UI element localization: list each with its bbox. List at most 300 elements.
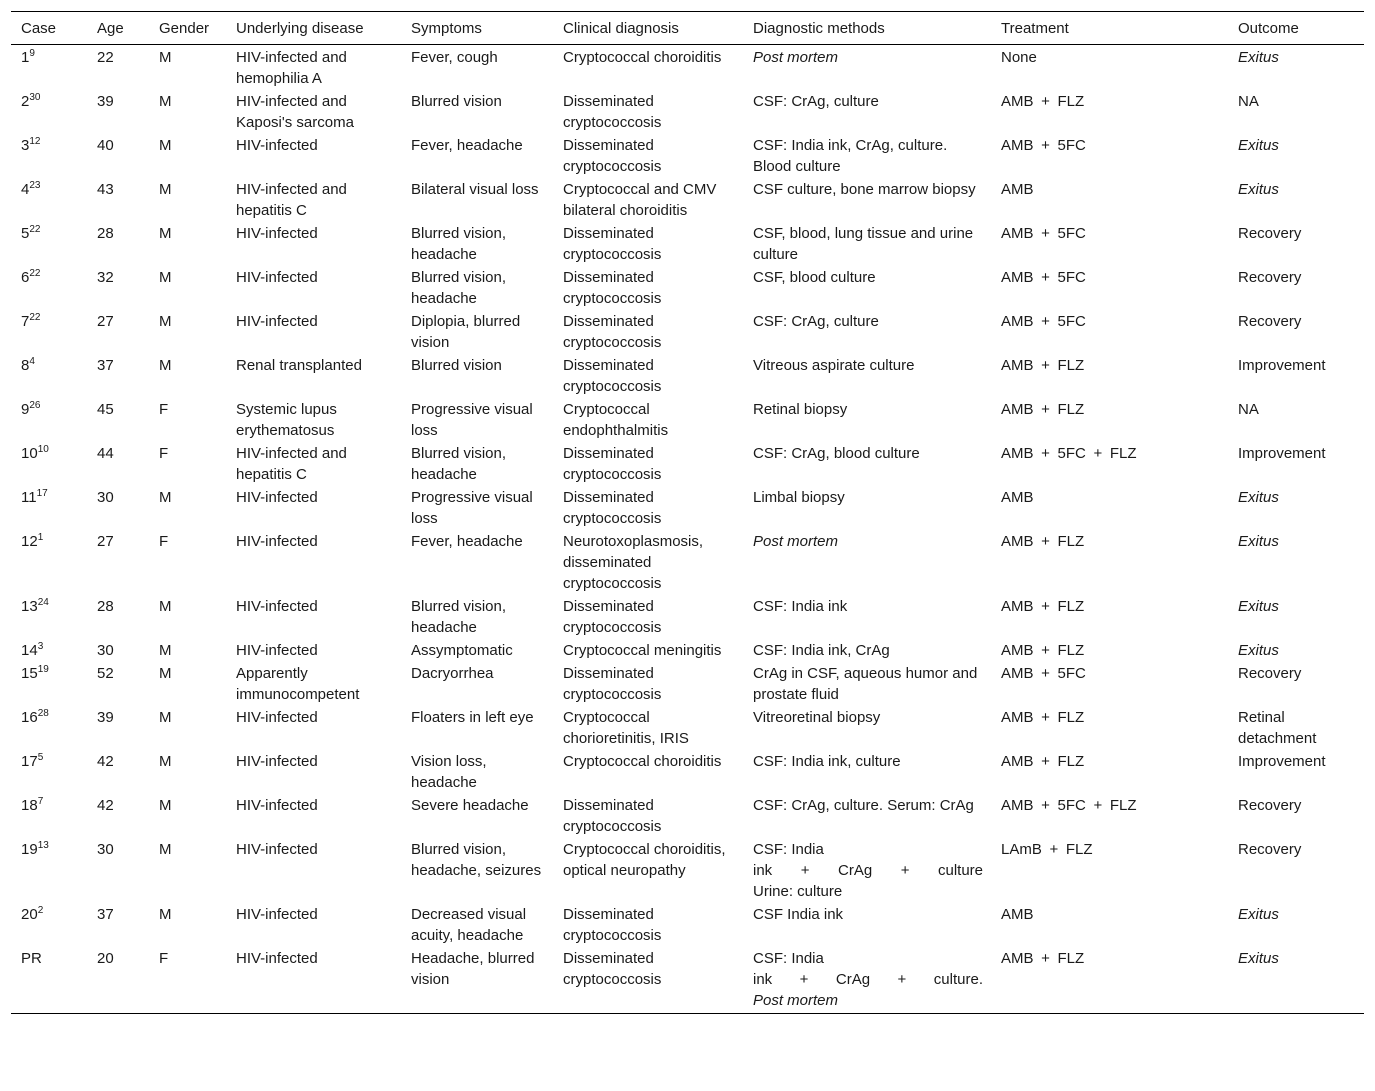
treatment-drug: FLZ <box>1065 841 1093 858</box>
cell-underlying-disease: HIV-infected <box>236 269 318 286</box>
cell-underlying-disease: HIV-infected <box>236 642 318 659</box>
cell-treatment <box>991 638 1228 661</box>
cell-age: 45 <box>97 401 114 418</box>
cell-outcome: Exitus <box>1228 946 1364 1014</box>
treatment-drug: 5FC <box>1057 269 1086 286</box>
cell-age: 43 <box>97 181 114 198</box>
method-text: CSF: CrAg, culture <box>753 313 879 330</box>
cell-symptoms: Bilateral visual loss <box>411 181 539 198</box>
cell-clinical-diagnosis: Disseminated cryptococcosis <box>563 225 662 263</box>
cell-gender: M <box>159 753 172 770</box>
cell-outcome: Exitus <box>1238 906 1279 923</box>
cell-gender: M <box>159 709 172 726</box>
cell-age: 28 <box>97 225 114 242</box>
cell-case <box>11 946 87 1014</box>
cell-symptoms: Dacryorrhea <box>411 665 494 682</box>
method-line: CSF: India <box>753 841 824 858</box>
case-reference: 17 <box>36 488 48 499</box>
treatment-drug: FLZ <box>1057 533 1085 550</box>
cell-gender: M <box>159 489 172 506</box>
cell-gender: M <box>159 841 172 858</box>
treatment-drug: 5FC <box>1057 445 1086 462</box>
case-number: 14 <box>21 642 38 659</box>
case-reference: 30 <box>29 92 41 103</box>
cell-diagnostic-methods <box>743 133 991 177</box>
method-text: CSF: India ink, culture <box>753 753 901 770</box>
cell-underlying-disease: HIV-infected and hemophilia A <box>236 49 347 87</box>
cell-age: 42 <box>97 797 114 814</box>
cell-diagnostic-methods <box>743 309 991 353</box>
case-number: 3 <box>21 137 30 154</box>
cell-symptoms: Headache, blurred vision <box>401 946 553 1014</box>
cell-treatment <box>991 485 1228 529</box>
cell-symptoms: Fever, headache <box>411 137 523 154</box>
case-reference: 3 <box>37 641 44 652</box>
cell-clinical-diagnosis: Disseminated cryptococcosis <box>563 598 662 636</box>
cell-gender: M <box>159 93 172 110</box>
header-row <box>11 12 1364 45</box>
method-text: Retinal biopsy <box>753 401 848 418</box>
method-text: CSF: India ink <box>753 598 848 615</box>
cell-diagnostic-methods <box>743 177 991 221</box>
cell-diagnostic-methods <box>743 705 991 749</box>
treatment-drug: 5FC <box>1057 665 1086 682</box>
treatment-drug: AMB <box>1001 665 1034 682</box>
cell-outcome: Recovery <box>1238 225 1302 242</box>
table-row <box>11 45 1364 90</box>
method-line: ink + CrAg + culture. <box>753 971 983 988</box>
cell-treatment <box>991 133 1228 177</box>
cell-clinical-diagnosis: Neurotoxoplasmosis, disseminated cryptococcosis <box>563 533 704 592</box>
cell-gender: M <box>159 357 172 374</box>
case-reference: 12 <box>29 136 41 147</box>
plus-sign: + <box>1041 401 1050 418</box>
cell-age: 20 <box>87 946 149 1014</box>
treatment-drug: AMB <box>1001 269 1034 286</box>
method-line: ink + CrAg + culture <box>753 862 983 879</box>
case-reference: 4 <box>29 356 35 367</box>
case-number: 6 <box>21 269 30 286</box>
case-number: 16 <box>21 709 38 726</box>
cell-diagnostic-methods <box>743 638 991 661</box>
cell-diagnostic-methods <box>743 221 991 265</box>
cell-treatment <box>991 89 1228 133</box>
cell-diagnostic-methods <box>743 594 991 638</box>
table-row <box>11 529 1364 594</box>
treatment-drug: FLZ <box>1057 357 1085 374</box>
treatment-drug: AMB <box>1001 598 1034 615</box>
case-number: 19 <box>21 841 38 858</box>
cell-gender: M <box>159 906 172 923</box>
cell-age: 30 <box>97 841 114 858</box>
case-number: 1 <box>21 49 30 66</box>
cell-diagnostic-methods <box>743 353 991 397</box>
cell-treatment <box>991 661 1228 705</box>
case-reference: 13 <box>37 840 49 851</box>
method-text: Vitreous aspirate culture <box>753 357 915 374</box>
cell-clinical-diagnosis: Disseminated cryptococcosis <box>563 906 662 944</box>
cell-underlying-disease: Apparently immunocompetent <box>236 665 360 703</box>
method-text: CSF: CrAg, culture. Serum: CrAg <box>753 797 974 814</box>
method-line: Urine: culture <box>753 883 843 900</box>
cell-underlying-disease: Renal transplanted <box>236 357 362 374</box>
cell-gender: F <box>159 445 169 462</box>
cell-symptoms: Floaters in left eye <box>411 709 534 726</box>
treatment-drug: AMB <box>1001 533 1034 550</box>
cell-symptoms: Blurred vision <box>411 357 502 374</box>
treatment-drug: FLZ <box>1109 797 1137 814</box>
cell-treatment <box>991 45 1228 90</box>
cell-case <box>11 837 87 902</box>
table-row <box>11 946 1364 1014</box>
plus-sign: + <box>1041 137 1050 154</box>
cell-symptoms: Blurred vision, headache <box>411 598 507 636</box>
method-text: CSF: India ink, CrAg, culture. Blood culture <box>753 137 948 175</box>
cell-age: 44 <box>97 445 114 462</box>
header-diagnostic-methods: Diagnostic methods <box>743 12 991 45</box>
cell-gender: F <box>159 401 169 418</box>
cell-symptoms: Blurred vision, headache <box>411 445 507 483</box>
cell-outcome: Recovery <box>1238 313 1302 330</box>
cell-symptoms: Blurred vision, headache <box>411 225 507 263</box>
cell-symptoms: Vision loss, headache <box>411 753 487 791</box>
method-text: CrAg in CSF, aqueous humor and prostate fluid <box>753 665 978 703</box>
treatment-drug: FLZ <box>1057 401 1085 418</box>
plus-sign: + <box>1041 313 1050 330</box>
cell-age: 30 <box>97 642 114 659</box>
treatment-drug: FLZ <box>1109 445 1137 462</box>
table-row <box>11 177 1364 221</box>
treatment-drug: 5FC <box>1057 313 1086 330</box>
cell-symptoms: Assymptomatic <box>411 642 513 659</box>
cell-treatment <box>991 837 1228 902</box>
method-text: Post mortem <box>753 49 839 66</box>
cell-underlying-disease: HIV-infected <box>236 709 318 726</box>
cell-gender: M <box>159 797 172 814</box>
cell-underlying-disease: HIV-infected <box>236 225 318 242</box>
cell-outcome: Improvement <box>1238 357 1326 374</box>
cell-age: 37 <box>97 357 114 374</box>
cell-diagnostic-methods <box>743 749 991 793</box>
case-number: 9 <box>21 401 30 418</box>
cell-clinical-diagnosis: Disseminated cryptococcosis <box>563 313 662 351</box>
case-number: 5 <box>21 225 30 242</box>
treatment-drug: AMB <box>1001 709 1034 726</box>
method-text: CSF: CrAg, culture <box>753 93 879 110</box>
cell-outcome: Exitus <box>1238 489 1279 506</box>
cell-treatment <box>991 309 1228 353</box>
cell-clinical-diagnosis: Cryptococcal and CMV bilateral choroiditis <box>563 181 717 219</box>
cell-case <box>11 529 87 594</box>
cell-clinical-diagnosis: Disseminated cryptococcosis <box>563 489 662 527</box>
plus-sign: + <box>1041 445 1050 462</box>
cell-age: 37 <box>97 906 114 923</box>
header-age: Age <box>87 12 149 45</box>
cell-outcome: Exitus <box>1238 181 1279 198</box>
cell-symptoms: Blurred vision <box>411 93 502 110</box>
case-reference: 9 <box>29 48 35 59</box>
table-body <box>11 45 1364 1014</box>
cell-clinical-diagnosis: Disseminated cryptococcosis <box>563 445 662 483</box>
treatment-drug: AMB <box>1001 357 1034 374</box>
cell-age: 27 <box>97 533 114 550</box>
header-clinical-diagnosis: Clinical diagnosis <box>553 12 743 45</box>
method-text: CSF: India ink, CrAg <box>753 642 890 659</box>
cell-outcome: Recovery <box>1238 269 1302 286</box>
treatment-drug: 5FC <box>1057 797 1086 814</box>
cell-underlying-disease: HIV-infected <box>226 946 401 1014</box>
cell-symptoms: Progressive visual loss <box>411 401 533 439</box>
cell-gender: M <box>159 642 172 659</box>
cell-gender: M <box>159 665 172 682</box>
plus-sign: + <box>1093 797 1103 814</box>
case-number: 13 <box>21 598 38 615</box>
treatment-drug: FLZ <box>1057 93 1085 110</box>
plus-sign: + <box>1049 841 1059 858</box>
table-row <box>11 441 1364 485</box>
cell-outcome: Recovery <box>1238 665 1302 682</box>
table-row <box>11 485 1364 529</box>
case-number: 7 <box>21 313 30 330</box>
case-reference: 10 <box>37 444 49 455</box>
treatment-drug: FLZ <box>1057 709 1085 726</box>
cell-treatment <box>991 749 1228 793</box>
cell-clinical-diagnosis: Disseminated cryptococcosis <box>563 665 662 703</box>
cell-case <box>11 353 87 397</box>
case-number: 2 <box>21 93 30 110</box>
method-line: CSF: India <box>753 950 824 967</box>
cell-case <box>11 902 87 946</box>
cell-clinical-diagnosis: Cryptococcal choroiditis, optical neuropathy <box>563 841 726 879</box>
treatment-drug: AMB <box>1001 445 1034 462</box>
plus-sign: + <box>1041 598 1050 615</box>
cell-gender: F <box>159 533 169 550</box>
cell-treatment <box>991 265 1228 309</box>
cell-case <box>11 485 87 529</box>
treatment-drug: AMB <box>1001 93 1034 110</box>
cell-clinical-diagnosis: Disseminated cryptococcosis <box>563 797 662 835</box>
cell-underlying-disease: HIV-infected <box>236 841 318 858</box>
cell-age: 52 <box>97 665 114 682</box>
cell-underlying-disease: HIV-infected <box>236 533 318 550</box>
cell-clinical-diagnosis: Cryptococcal chorioretinitis, IRIS <box>563 709 689 747</box>
cell-gender: M <box>159 313 172 330</box>
cell-outcome: NA <box>1238 401 1259 418</box>
treatment-drug: AMB <box>1001 753 1034 770</box>
cell-clinical-diagnosis: Disseminated cryptococcosis <box>563 269 662 307</box>
case-reference: 22 <box>29 312 41 323</box>
plus-sign: + <box>1041 753 1050 770</box>
cell-case <box>11 441 87 485</box>
cell-outcome: NA <box>1238 93 1259 110</box>
case-number: 4 <box>21 181 30 198</box>
plus-sign: + <box>1041 533 1050 550</box>
cell-symptoms: Blurred vision, headache <box>411 269 507 307</box>
header-outcome: Outcome <box>1228 12 1364 45</box>
table-row <box>11 309 1364 353</box>
method-text: Post mortem <box>753 533 839 550</box>
cell-case <box>11 661 87 705</box>
method-text: Vitreoretinal biopsy <box>753 709 881 726</box>
cell-treatment <box>991 221 1228 265</box>
table-row <box>11 705 1364 749</box>
cell-underlying-disease: HIV-infected <box>236 906 318 923</box>
cell-treatment <box>991 705 1228 749</box>
treatment-drug: LAmB <box>1001 841 1042 858</box>
case-number: 10 <box>21 445 38 462</box>
cell-case <box>11 638 87 661</box>
cell-outcome: Improvement <box>1238 753 1326 770</box>
cell-diagnostic-methods <box>743 793 991 837</box>
cell-case <box>11 309 87 353</box>
cell-clinical-diagnosis: Cryptococcal choroiditis <box>563 49 722 66</box>
treatment-drug: AMB <box>1001 225 1034 242</box>
cell-symptoms: Fever, headache <box>411 533 523 550</box>
cell-underlying-disease: HIV-infected <box>236 797 318 814</box>
plus-sign: + <box>1041 93 1050 110</box>
case-number: 11 <box>21 489 37 506</box>
cell-underlying-disease: HIV-infected <box>236 137 318 154</box>
case-reference: 22 <box>29 268 41 279</box>
cell-gender: M <box>159 49 172 66</box>
cell-outcome: Exitus <box>1238 49 1279 66</box>
cell-case <box>11 793 87 837</box>
cell-clinical-diagnosis: Cryptococcal choroiditis <box>563 753 722 770</box>
case-number: 15 <box>21 665 38 682</box>
treatment-drug: AMB <box>1001 401 1034 418</box>
cell-gender: F <box>149 946 226 1014</box>
cell-case <box>11 397 87 441</box>
cell-symptoms: Severe headache <box>411 797 529 814</box>
cell-age: 27 <box>97 313 114 330</box>
case-reference: 7 <box>37 796 44 807</box>
cell-diagnostic-methods <box>743 485 991 529</box>
header-case: Case <box>11 12 87 45</box>
cell-clinical-diagnosis: Disseminated cryptococcosis <box>563 93 662 131</box>
table-container <box>11 11 1364 1014</box>
method-text: CSF India ink <box>753 906 844 923</box>
method-text: CSF: CrAg, blood culture <box>753 445 920 462</box>
case-number: 18 <box>21 797 38 814</box>
cell-underlying-disease: HIV-infected and Kaposi's sarcoma <box>236 93 354 131</box>
table-row <box>11 221 1364 265</box>
case-table <box>11 11 1364 1014</box>
treatment-drug: None <box>1001 49 1037 66</box>
plus-sign: + <box>1041 225 1050 242</box>
treatment-drug: 5FC <box>1057 137 1086 154</box>
table-row <box>11 89 1364 133</box>
cell-underlying-disease: Systemic lupus erythematosus <box>236 401 337 439</box>
cell-clinical-diagnosis: Disseminated cryptococcosis <box>563 357 662 395</box>
case-number: 8 <box>21 357 30 374</box>
method-text: CSF, blood culture <box>753 269 876 286</box>
cell-treatment <box>991 353 1228 397</box>
table-row <box>11 638 1364 661</box>
cell-diagnostic-methods <box>743 265 991 309</box>
treatment-drug: AMB <box>1001 181 1034 198</box>
cell-outcome: Exitus <box>1238 642 1279 659</box>
cell-case <box>11 221 87 265</box>
cell-treatment <box>991 529 1228 594</box>
case-reference: 2 <box>37 905 44 916</box>
case-number: 17 <box>21 753 38 770</box>
cell-diagnostic-methods <box>743 89 991 133</box>
table-row <box>11 353 1364 397</box>
header-gender: Gender <box>149 12 226 45</box>
cell-gender: M <box>159 225 172 242</box>
cell-symptoms: Fever, cough <box>411 49 498 66</box>
cell-diagnostic-methods <box>743 441 991 485</box>
case-reference: 23 <box>29 180 41 191</box>
treatment-drug: 5FC <box>1057 225 1086 242</box>
treatment-drug: AMB <box>1001 137 1034 154</box>
cell-symptoms: Blurred vision, headache, seizures <box>411 841 542 879</box>
header-symptoms: Symptoms <box>401 12 553 45</box>
cell-diagnostic-methods <box>743 902 991 946</box>
cell-symptoms: Diplopia, blurred vision <box>411 313 521 351</box>
cell-treatment <box>991 177 1228 221</box>
cell-gender: M <box>159 598 172 615</box>
cell-treatment <box>991 793 1228 837</box>
cell-treatment <box>991 397 1228 441</box>
treatment-drug: FLZ <box>1057 753 1085 770</box>
treatment-drug: FLZ <box>1057 642 1085 659</box>
cell-clinical-diagnosis: Cryptococcal endophthalmitis <box>563 401 669 439</box>
cell-case <box>11 594 87 638</box>
cell-case <box>11 265 87 309</box>
plus-sign: + <box>1041 797 1050 814</box>
case-reference: 26 <box>29 400 41 411</box>
plus-sign: + <box>1041 709 1050 726</box>
plus-sign: + <box>1041 357 1050 374</box>
plus-sign: + <box>1041 950 1050 967</box>
cell-diagnostic-methods <box>743 45 991 90</box>
table-row <box>11 397 1364 441</box>
cell-case <box>11 705 87 749</box>
cell-underlying-disease: HIV-infected <box>236 313 318 330</box>
cell-symptoms: Progressive visual loss <box>411 489 533 527</box>
treatment-drug: FLZ <box>1057 598 1085 615</box>
case-reference: 19 <box>37 664 49 675</box>
cell-clinical-diagnosis: Disseminated cryptococcosis <box>563 137 662 175</box>
method-text: CSF culture, bone marrow biopsy <box>753 181 976 198</box>
treatment-drug: AMB <box>1001 642 1034 659</box>
cell-treatment <box>991 946 1228 1014</box>
cell-diagnostic-methods <box>743 837 991 902</box>
case-number: 20 <box>21 906 38 923</box>
treatment-drug: AMB <box>1001 489 1034 506</box>
cell-underlying-disease: HIV-infected and hepatitis C <box>236 445 347 483</box>
cell-treatment <box>991 594 1228 638</box>
plus-sign: + <box>1041 642 1050 659</box>
case-reference: 24 <box>37 597 49 608</box>
cell-case <box>11 45 87 90</box>
cell-outcome: Recovery <box>1238 797 1302 814</box>
cell-age: 40 <box>97 137 114 154</box>
cell-age: 30 <box>97 489 114 506</box>
table-row <box>11 793 1364 837</box>
cell-gender: M <box>159 137 172 154</box>
plus-sign: + <box>1041 665 1050 682</box>
cell-outcome: Improvement <box>1238 445 1326 462</box>
treatment-drug: AMB <box>1001 313 1034 330</box>
table-row <box>11 749 1364 793</box>
table-row <box>11 133 1364 177</box>
table-row <box>11 265 1364 309</box>
cell-outcome: Recovery <box>1238 841 1302 858</box>
case-number: 12 <box>21 533 38 550</box>
cell-gender: M <box>159 181 172 198</box>
